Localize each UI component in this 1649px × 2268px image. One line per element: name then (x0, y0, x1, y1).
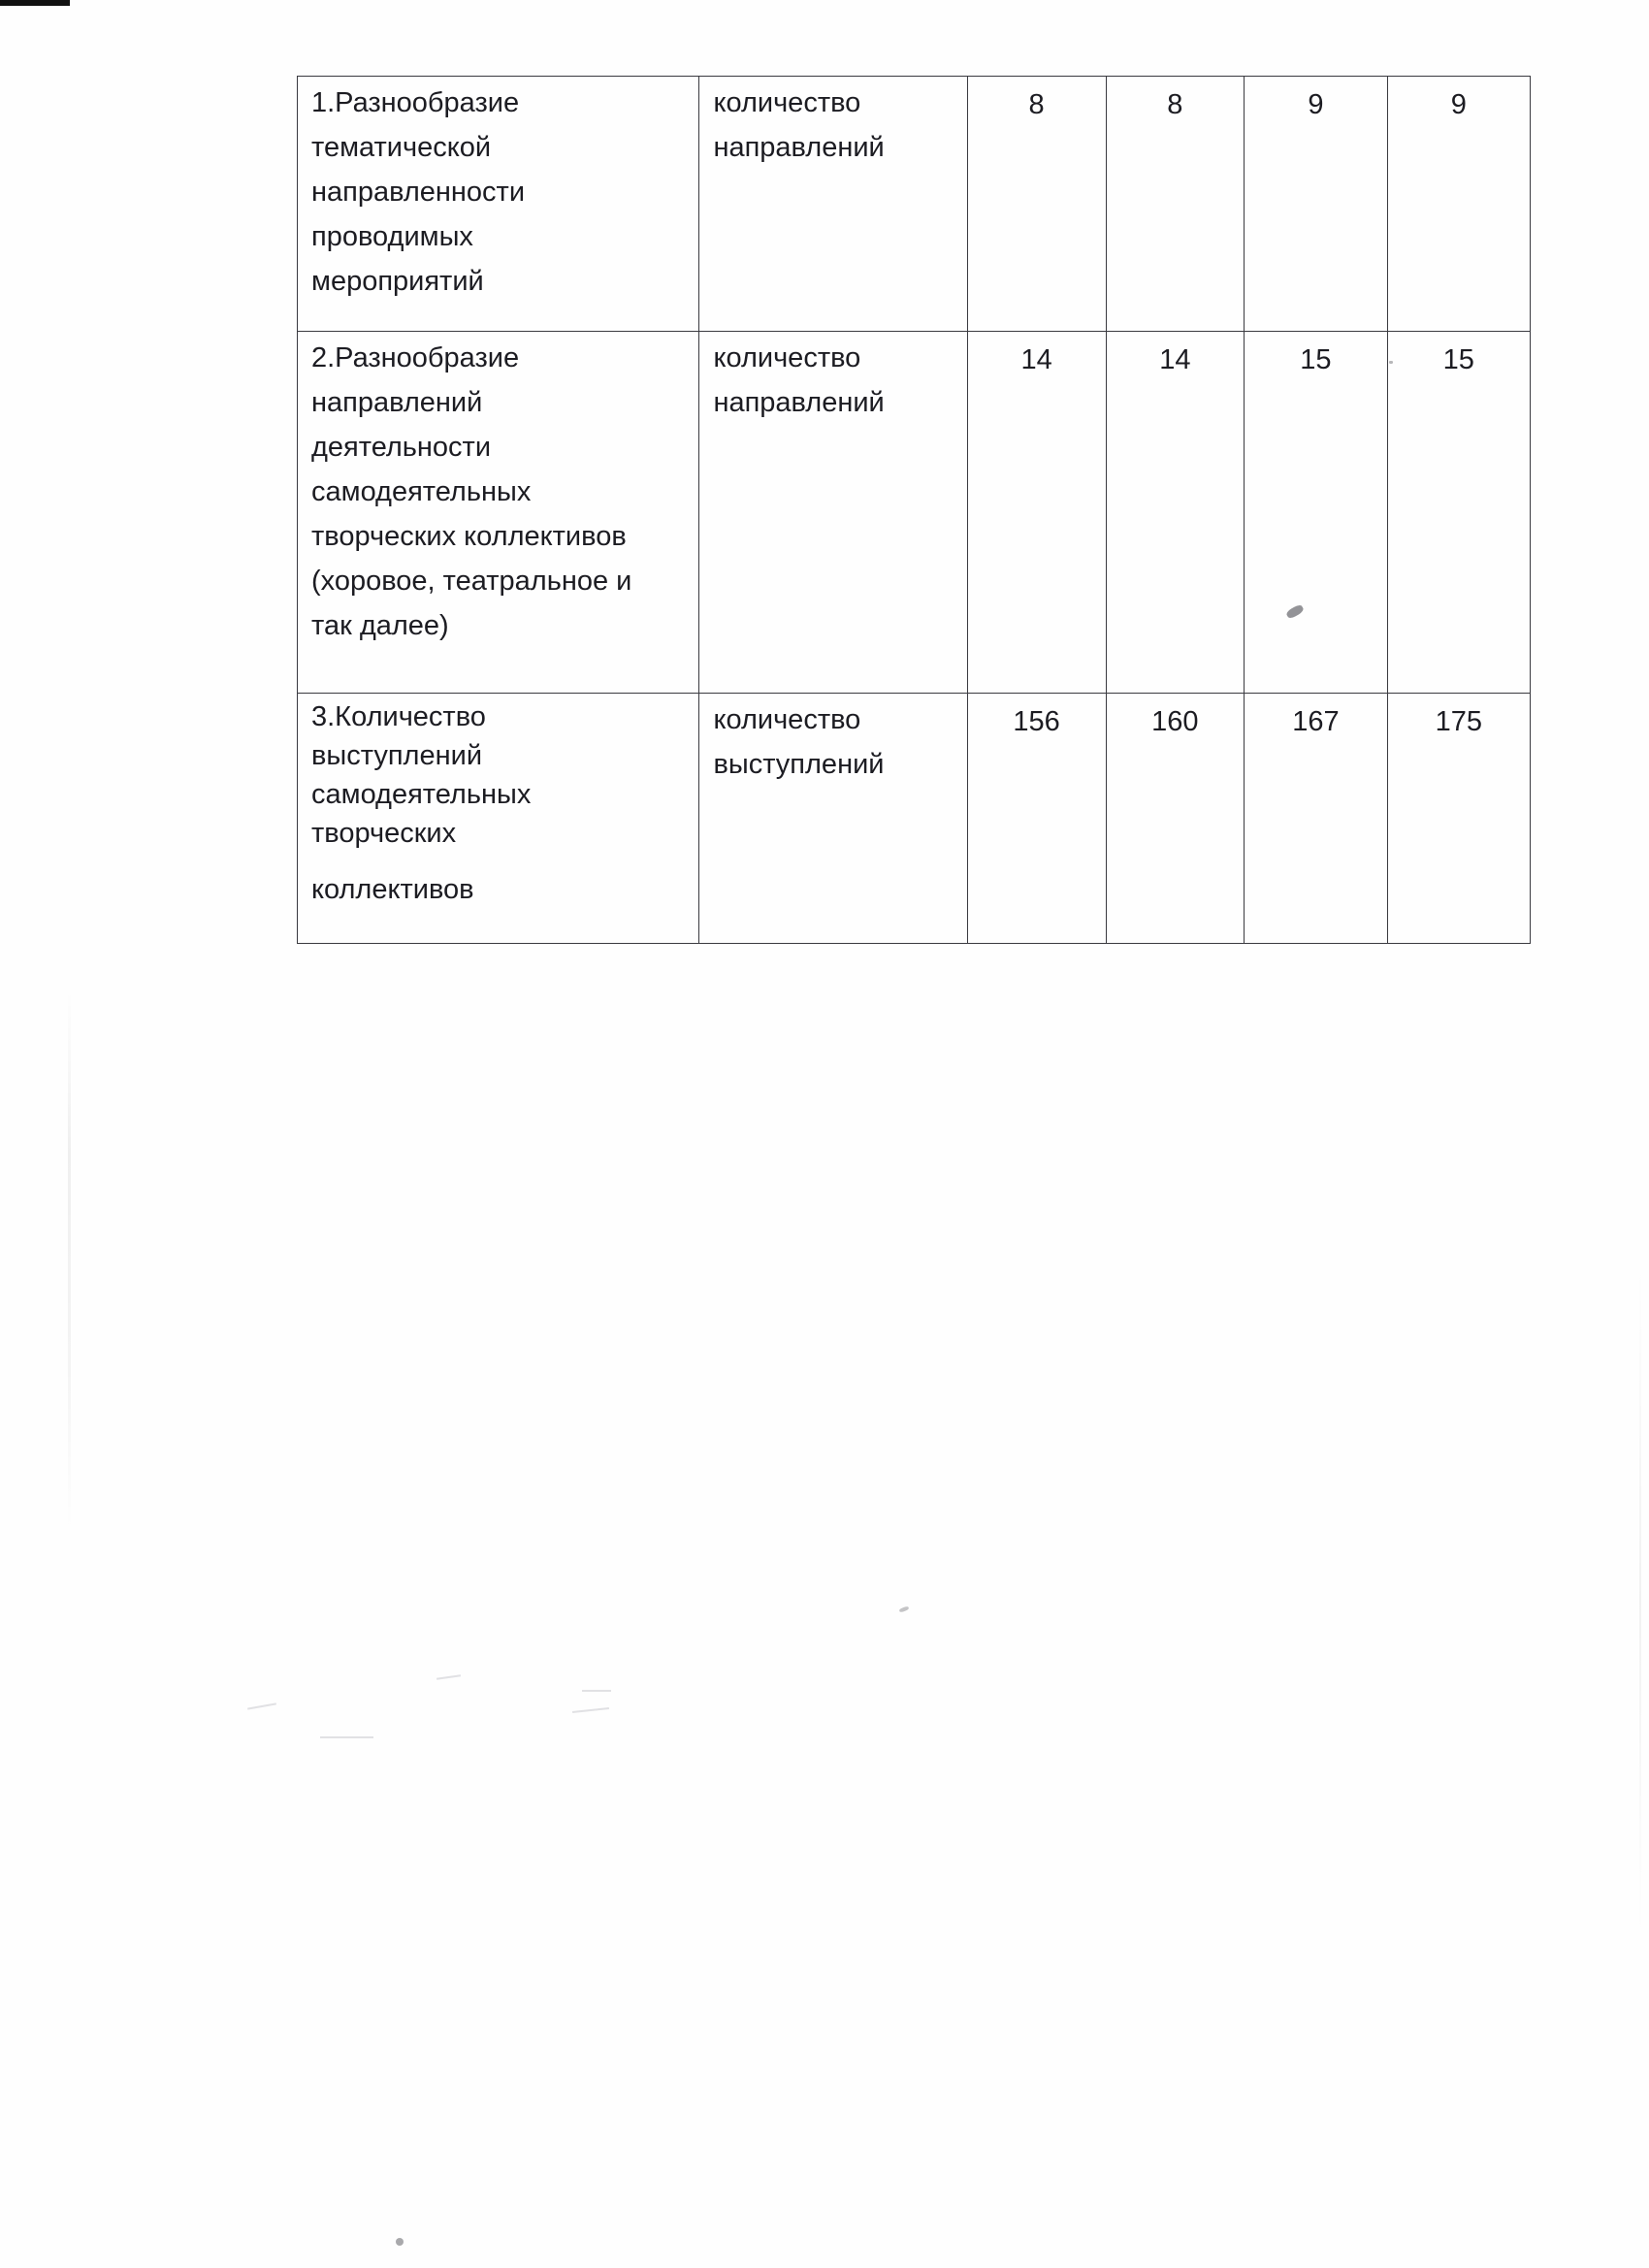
indicator-name-cell (298, 77, 699, 332)
indicator-name-line: мероприятий (311, 266, 484, 297)
table-row (298, 694, 1531, 944)
show-through-mark (572, 1707, 609, 1713)
indicator-name-line: так далее) (311, 610, 449, 641)
indicator-name-line: тематической (311, 132, 492, 163)
indicator-name-line: самодеятельных (311, 779, 532, 810)
show-through-mark (436, 1674, 461, 1679)
ink-dot (396, 2238, 404, 2246)
show-through-mark (582, 1690, 611, 1692)
indicator-name-line: проводимых (311, 221, 473, 252)
indicator-name-line: выступлений (311, 740, 483, 771)
value-cell: 160 (1106, 694, 1245, 944)
value-cell: 8 (1106, 77, 1245, 332)
indicator-name-line: направленности (311, 177, 526, 208)
show-through-mark (247, 1702, 276, 1709)
indicator-name-cell (298, 332, 699, 694)
value-cell: 14 (967, 332, 1106, 694)
value-cell: 175 (1387, 694, 1530, 944)
show-through-mark (320, 1736, 373, 1738)
unit-cell (699, 332, 967, 694)
value-cell: 14 (1106, 332, 1245, 694)
indicator-name-line: 3.Количество (311, 701, 486, 732)
indicator-name-line: творческих коллективов (311, 521, 627, 552)
indicator-name-line: творческих (311, 818, 457, 849)
unit-line: количество (713, 704, 861, 735)
unit-line: выступлений (713, 749, 885, 780)
indicator-name-line: направлений (311, 387, 483, 418)
value-cell: 15 (1245, 332, 1387, 694)
indicator-name-line: 2.Разнообразие (311, 342, 520, 373)
value-cell: 8 (967, 77, 1106, 332)
unit-cell (699, 77, 967, 332)
table-row (298, 332, 1531, 694)
indicator-name-line: коллективов (311, 874, 474, 905)
value-cell: 9 (1387, 77, 1530, 332)
ink-speck (899, 1605, 910, 1612)
table-row (298, 77, 1531, 332)
value-cell: 167 (1245, 694, 1387, 944)
indicator-name-line: самодеятельных (311, 476, 532, 507)
unit-line: количество (713, 87, 861, 118)
value-cell: 156 (967, 694, 1106, 944)
scan-shadow-right (1639, 1261, 1641, 1940)
value-cell: 9 (1245, 77, 1387, 332)
unit-line: направлений (713, 387, 885, 418)
unit-line: направлений (713, 132, 885, 163)
unit-line: количество (713, 342, 861, 373)
unit-cell (699, 694, 967, 944)
indicator-name-line: (хоровое, театральное и (311, 566, 632, 597)
scan-shadow-left (68, 989, 71, 1533)
indicators-table (297, 76, 1531, 944)
scan-border-mark (0, 0, 70, 6)
indicator-name-cell (298, 694, 699, 944)
indicator-name-line: деятельности (311, 432, 492, 463)
indicator-name-line: 1.Разнообразие (311, 87, 520, 118)
value-cell: 15 (1387, 332, 1530, 694)
